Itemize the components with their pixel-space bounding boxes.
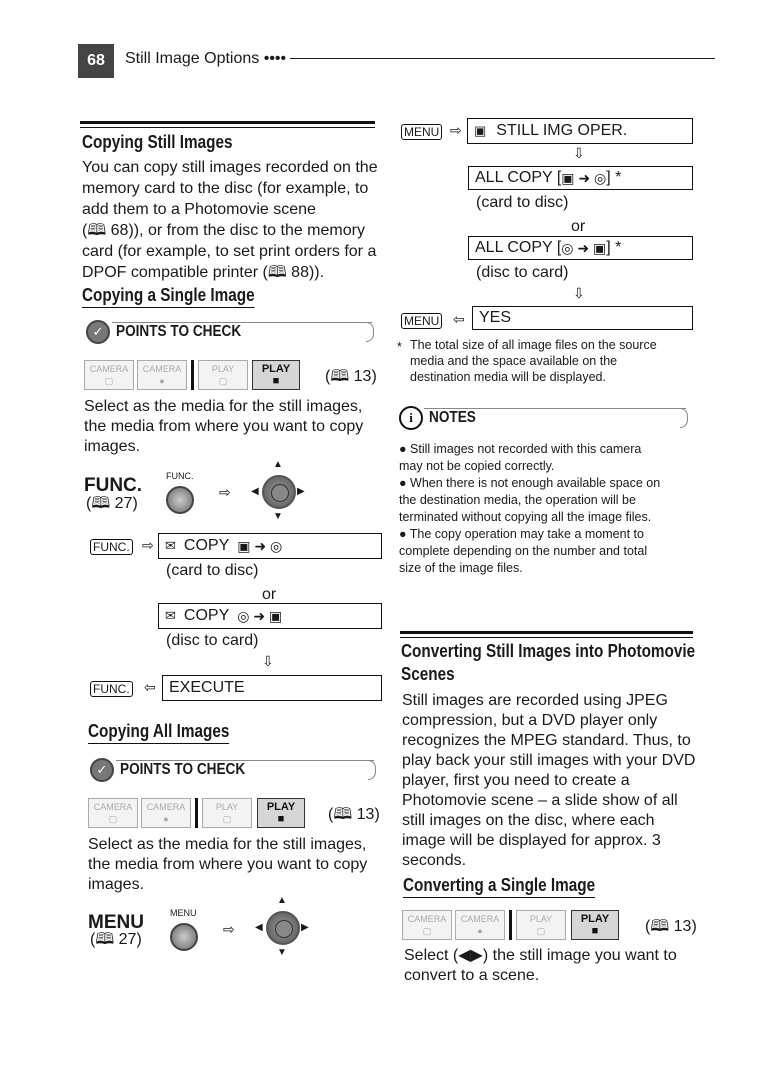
disc-to-card-icons: ◎ ➜ ▣ bbox=[237, 607, 283, 624]
tab-label: PLAY bbox=[211, 364, 235, 374]
book-icon: 🕮 bbox=[330, 368, 350, 385]
execute-label: EXECUTE bbox=[169, 679, 245, 696]
all-copy-label: ALL COPY [ bbox=[475, 169, 562, 186]
card-to-disc-caption: (card to disc) bbox=[166, 562, 259, 579]
triangle-down-icon: ▼ bbox=[277, 947, 287, 958]
page-number: 68 bbox=[87, 52, 105, 69]
tab-camera-video: CAMERA ▢ bbox=[84, 360, 134, 390]
copy-disc-to-card-box bbox=[158, 603, 382, 629]
arrow-left-icon: ⇦ bbox=[453, 311, 465, 327]
points-to-check-label: POINTS TO CHECK bbox=[120, 761, 246, 778]
intro-line-2: memory card to the disc (for example, to bbox=[82, 180, 369, 197]
copy-icon: ✉ bbox=[165, 538, 176, 553]
header-rule bbox=[290, 58, 715, 59]
select-b-line-3: images. bbox=[88, 876, 145, 893]
still-image-icon: ▣ bbox=[474, 123, 487, 138]
conv-body-line: still images on the disc, where each bbox=[402, 812, 655, 829]
note-line-2: media and the space available on the bbox=[410, 354, 618, 368]
ref-13-text: 13) bbox=[356, 806, 380, 823]
copy-card-to-disc-box bbox=[158, 533, 382, 559]
menu-small-label: MENU bbox=[170, 908, 197, 918]
arrow-down-icon: ⇩ bbox=[573, 145, 585, 161]
select-line-3: images. bbox=[84, 438, 141, 455]
tab-label: CAMERA bbox=[460, 914, 500, 924]
tab-label: PLAY bbox=[580, 913, 610, 925]
arrow-left-icon: ⇦ bbox=[144, 679, 156, 695]
tab-label: CAMERA bbox=[146, 802, 186, 812]
arrow-down-icon: ⇩ bbox=[573, 285, 585, 301]
book-icon: 🕮 bbox=[87, 222, 107, 239]
menu-key: MENU bbox=[401, 313, 442, 329]
tab-play-still: PLAY ■ bbox=[252, 360, 300, 390]
intro-line-5: card (for example, to set print orders for a bbox=[82, 243, 377, 260]
left-right-arrows-icon: ◀▶ bbox=[458, 947, 483, 964]
card-to-disc-caption: (card to disc) bbox=[476, 194, 569, 211]
select-line-2: the media from where you want to copy bbox=[84, 418, 364, 435]
notes-line: ● Still images not recorded with this camera bbox=[399, 442, 642, 456]
all-copy-label: ALL COPY [ bbox=[475, 239, 562, 256]
note-line-3: destination media will be displayed. bbox=[410, 370, 606, 384]
triangle-right-icon: ▶ bbox=[301, 922, 309, 933]
tab-label: CAMERA bbox=[142, 364, 182, 374]
tab-play-video: PLAY ▢ bbox=[516, 910, 566, 940]
all-copy-disc-to-card-box: ALL COPY [ ◎ ➜ ▣ ] * bbox=[468, 236, 693, 260]
triangle-up-icon: ▲ bbox=[273, 459, 283, 470]
points-to-check bbox=[86, 320, 263, 344]
triangle-up-icon: ▲ bbox=[277, 895, 287, 906]
subsection-title-single: Copying a Single Image bbox=[82, 285, 255, 308]
intro-line-1: You can copy still images recorded on the bbox=[82, 159, 378, 176]
ref-13: (🕮 13) bbox=[645, 918, 697, 935]
menu-key: MENU bbox=[401, 124, 442, 140]
tab-play-video: PLAY ▢ bbox=[202, 798, 252, 828]
still-img-oper-box bbox=[467, 118, 693, 144]
or-text: or bbox=[262, 586, 277, 603]
tab-separator bbox=[509, 910, 512, 940]
arrow-right-icon: ⇨ bbox=[450, 122, 462, 138]
tab-play-still: PLAY ■ bbox=[571, 910, 619, 940]
disc-to-card-caption: (disc to card) bbox=[476, 264, 569, 281]
points-to-check bbox=[90, 758, 267, 782]
points-to-check-label: POINTS TO CHECK bbox=[116, 323, 242, 340]
conv-body-line: compression, but a DVD player only bbox=[402, 712, 658, 729]
tab-camera-video: CAMERA ▢ bbox=[88, 798, 138, 828]
yes-box bbox=[472, 306, 693, 330]
copy-label: COPY bbox=[183, 607, 230, 624]
execute-box bbox=[162, 675, 382, 701]
func-key: FUNC. bbox=[90, 681, 133, 697]
notes-line: ● When there is not enough available space on bbox=[399, 476, 661, 490]
select-b-line-1: Select as the media for the still images, bbox=[88, 836, 367, 853]
page-number-badge bbox=[78, 44, 114, 78]
select-line-1: Select as the media for the still images, bbox=[84, 398, 363, 415]
tab-camera-video: CAMERA ▢ bbox=[402, 910, 452, 940]
notes-rule bbox=[424, 408, 686, 409]
menu-ref: (🕮 27) bbox=[90, 931, 142, 948]
conv-select-line-2: convert to a scene. bbox=[404, 967, 540, 984]
intro-line-3: add them to a Photomovie scene bbox=[82, 201, 316, 218]
conv-body-line: player, first you need to create a bbox=[402, 772, 630, 789]
conv-body-line: Still images are recorded using JPEG bbox=[402, 692, 668, 709]
conv-title-line-1: Converting Still Images into Photomovie bbox=[401, 641, 696, 661]
disc-to-card-icons: ◎ ➜ ▣ bbox=[561, 239, 607, 256]
notes-line: may not be copied correctly. bbox=[399, 459, 555, 473]
tab-play-video: PLAY ▢ bbox=[198, 360, 248, 390]
func-ref: (🕮 27) bbox=[86, 495, 138, 512]
tab-play-still: PLAY ■ bbox=[257, 798, 305, 828]
triangle-left-icon: ◀ bbox=[255, 922, 263, 933]
conv-body-line: image will be displayed for approx. 3 bbox=[402, 832, 661, 849]
menu-button-icon bbox=[170, 923, 198, 951]
triangle-down-icon: ▼ bbox=[273, 511, 283, 522]
disc-to-card-caption: (disc to card) bbox=[166, 632, 259, 649]
notes-line: ● The copy operation may take a moment to bbox=[399, 527, 644, 541]
tab-label: PLAY bbox=[529, 914, 553, 924]
card-to-disc-icons: ▣ ➜ ◎ bbox=[237, 537, 283, 554]
menu-ref-text: 27) bbox=[118, 931, 142, 948]
note-line-1: The total size of all image files on the source bbox=[410, 338, 657, 352]
conv-body-line: seconds. bbox=[402, 852, 467, 869]
func-button-icon bbox=[166, 486, 194, 514]
intro-line-6-text: DPOF compatible printer ( bbox=[82, 264, 268, 281]
conv-select-text-2: ) the still image you want to bbox=[482, 947, 677, 964]
tab-camera-still: CAMERA ● bbox=[137, 360, 187, 390]
ref-13: (🕮 13) bbox=[325, 368, 377, 385]
intro-line-4: (🕮 68)), or from the disc to the memory bbox=[82, 222, 365, 239]
or-text: or bbox=[571, 218, 586, 235]
notes-rule-end bbox=[680, 408, 688, 428]
conv-select-text: Select ( bbox=[404, 947, 459, 964]
intro-line-6-ref: 88)). bbox=[291, 264, 325, 281]
header-title: Still Image Options •••• bbox=[125, 50, 287, 67]
func-ref-text: 27) bbox=[114, 495, 138, 512]
info-icon: i bbox=[399, 406, 423, 430]
func-small-label: FUNC. bbox=[166, 471, 194, 481]
book-icon: 🕮 bbox=[333, 806, 353, 823]
notes-line: the destination media, the operation will be bbox=[399, 493, 636, 507]
arrow-down-icon: ⇩ bbox=[262, 653, 274, 669]
conv-body-line: play back your still images with your DVD bbox=[402, 752, 696, 769]
tab-separator bbox=[191, 360, 194, 390]
tab-label: PLAY bbox=[261, 363, 291, 375]
book-icon: 🕮 bbox=[95, 931, 115, 948]
arrow-right-icon: ⇨ bbox=[223, 921, 235, 937]
conv-body-line: Photomovie scene – a slide show of all bbox=[402, 792, 678, 809]
joystick-icon bbox=[266, 911, 300, 945]
tab-label: CAMERA bbox=[93, 802, 133, 812]
menu-label: MENU bbox=[88, 912, 144, 933]
ref-13-text: 13) bbox=[673, 918, 697, 935]
arrow-right-icon: ⇨ bbox=[142, 537, 154, 553]
select-b-line-2: the media from where you want to copy bbox=[88, 856, 368, 873]
ref-13: (🕮 13) bbox=[328, 806, 380, 823]
joystick-icon bbox=[262, 475, 296, 509]
points-rule-end bbox=[366, 322, 374, 342]
tab-camera-still: CAMERA ● bbox=[141, 798, 191, 828]
book-icon: 🕮 bbox=[267, 264, 287, 281]
points-rule bbox=[116, 760, 374, 761]
conv-select-line-1 bbox=[404, 946, 677, 966]
notes-line: terminated without copying all the image files. bbox=[399, 510, 652, 524]
book-icon: 🕮 bbox=[91, 495, 111, 512]
copy-label: COPY bbox=[183, 537, 230, 554]
yes-label: YES bbox=[479, 309, 512, 326]
func-key: FUNC. bbox=[90, 539, 133, 555]
tab-label: PLAY bbox=[215, 802, 239, 812]
checkbox-icon: ✓ bbox=[86, 320, 110, 344]
notes-line: size of the image files. bbox=[399, 561, 523, 575]
notes-line: complete depending on the number and total bbox=[399, 544, 648, 558]
points-rule bbox=[112, 322, 372, 323]
notes-title: NOTES bbox=[429, 409, 476, 426]
subsection-title-conv-single: Converting a Single Image bbox=[403, 875, 595, 898]
func-label: FUNC. bbox=[84, 475, 143, 496]
section-rule-thick bbox=[80, 121, 375, 124]
tab-camera-still: CAMERA ● bbox=[455, 910, 505, 940]
arrow-right-icon: ⇨ bbox=[219, 484, 231, 500]
conv-title-line-2: Scenes bbox=[401, 664, 455, 684]
section-title: Copying Still Images bbox=[82, 132, 233, 152]
subsection-title-all: Copying All Images bbox=[88, 721, 229, 744]
tab-label: CAMERA bbox=[407, 914, 447, 924]
ref-13-text: 13) bbox=[353, 368, 377, 385]
book-icon: 🕮 bbox=[650, 918, 670, 935]
notes-header bbox=[399, 406, 484, 430]
section-rule-thick bbox=[400, 631, 693, 634]
conv-body-line: recognizes the MPEG standard. Thus, to bbox=[402, 732, 691, 749]
tab-label: CAMERA bbox=[89, 364, 129, 374]
intro-line-6 bbox=[82, 263, 324, 283]
triangle-right-icon: ▶ bbox=[297, 486, 305, 497]
card-to-disc-icons: ▣ ➜ ◎ bbox=[561, 169, 607, 186]
tab-label: PLAY bbox=[266, 801, 296, 813]
checkbox-icon: ✓ bbox=[90, 758, 114, 782]
all-copy-card-to-disc-box: ALL COPY [ ▣ ➜ ◎ ] * bbox=[468, 166, 693, 190]
copy-icon: ✉ bbox=[165, 608, 176, 623]
points-rule-end bbox=[368, 760, 376, 780]
section-rule-thin bbox=[400, 637, 693, 638]
intro-line-4-text: 68)), or from the disc to the memory bbox=[110, 222, 365, 239]
still-img-oper-label: STILL IMG OPER. bbox=[496, 122, 628, 139]
tab-separator bbox=[195, 798, 198, 828]
note-star: * bbox=[397, 340, 402, 354]
section-rule-thin bbox=[80, 127, 375, 128]
triangle-left-icon: ◀ bbox=[251, 486, 259, 497]
